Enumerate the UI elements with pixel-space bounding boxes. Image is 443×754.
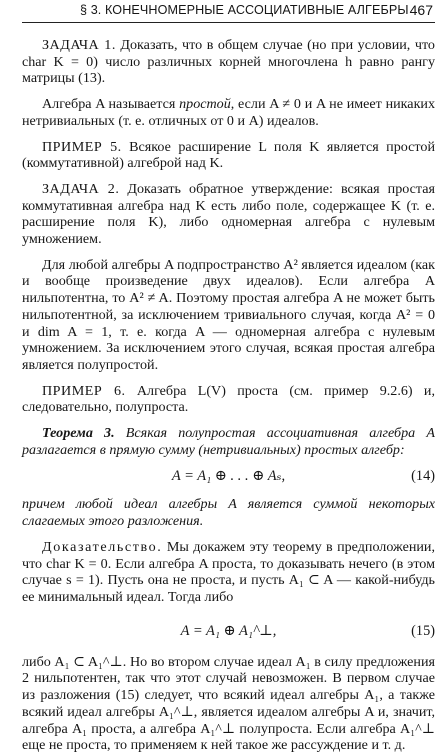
running-title: § 3. КОНЕЧНОМЕРНЫЕ АССОЦИАТИВНЫЕ АЛГЕБРЫ xyxy=(80,3,409,17)
example-5 xyxy=(22,139,435,172)
equation-15 xyxy=(22,606,435,650)
proof xyxy=(22,539,435,606)
theorem-continuation: причем любой идеал алгебры A является суммой некоторых слагаемых этого разложения. xyxy=(22,496,435,530)
running-header xyxy=(22,1,435,23)
example-label: ПРИМЕР 6. xyxy=(42,382,126,399)
definition-text-a: Алгебра A называется xyxy=(42,96,180,113)
theorem-3 xyxy=(22,425,435,458)
exercise-label: ЗАДАЧА 1. xyxy=(42,37,116,53)
proof-continuation: либо A₁ ⊂ A₁^⊥. Но во втором случае идеал A₁ в силу предложения 2 нильпотентен, так что этот случай невозможен. В первом случае из разложения (15) следует, что всякий идеал алгебры A₁, а также всякий идеал алгебры A₁^⊥, является идеалом алгебры A и, значит, алгебра A₁ проста, а алгебра A₁^⊥ полупроста. Если алгебра A₁^⊥ еще не проста, то применяем к ней такое же рассуждение и т. д. xyxy=(22,653,435,754)
exercise-text: Доказать, что в общем случае (но при условии, что char K = 0) число различных корней многочлена h равно рангу матрицы (13). xyxy=(22,37,435,87)
exercise-2 xyxy=(22,181,435,248)
example-text: Всякое расширение L поля K является простой (коммутативной) алгеброй над K. xyxy=(22,138,435,172)
example-6 xyxy=(22,383,435,416)
page-body xyxy=(22,37,435,754)
example-text: Алгебра L(V) проста (см. пример 9.2.6) и, следовательно, полупроста. xyxy=(22,382,435,416)
definition-text-b: , если A ≠ 0 и A не имеет никаких нетривиальных (т. е. отличных от 0 и A) идеалов. xyxy=(22,96,435,129)
proof-label: Доказательство. xyxy=(42,538,163,555)
theorem-text: Всякая полупростая ассоциативная алгебра A разлагается в прямую сумму (нетривиальных) простых алгебр: xyxy=(22,425,435,458)
equation-expression: A = A₁ ⊕ . . . ⊕ Aₛ, xyxy=(171,468,286,485)
simple-algebra-definition xyxy=(22,96,435,129)
equation-expression: A = A₁ ⊕ A₁^⊥, xyxy=(180,622,277,639)
equation-number: (14) xyxy=(411,468,435,485)
proof-text: Мы докажем эту теорему в предположении, что char K = 0. Если алгебра A проста, то доказывать нечего (в этом случае s = 1). Пусть она не проста, и пусть A₁ ⊂ A — какой-нибудь ее минимальный идеал. Тогда либо xyxy=(22,538,435,605)
theorem-label: Теорема 3. xyxy=(42,425,115,442)
example-label: ПРИМЕР 5. xyxy=(42,138,122,155)
exercise-label: ЗАДАЧА 2. xyxy=(42,180,120,197)
equation-number: (15) xyxy=(411,622,435,639)
page-number: 467 xyxy=(409,2,433,18)
exercise-text: Доказать обратное утверждение: всякая простая коммутативная алгебра над K есть либо поле, содержащее K (т. е. расширение поля K), либо одномерная алгебра с нулевым умножением. xyxy=(22,180,435,248)
paragraph-nilpotent: Для любой алгебры A подпространство A² является идеалом (как и вообще произведение двух идеалов). Если алгебра A нильпотентна, то A² ≠ A. Поэтому простая алгебра A не может быть нильпотентной, за исключением тривиального случая, когда A² = 0 и dim A = 1, т. е. когда A — одномерная алгебра с нулевым умножением. За исключением этого случая, всякая простая алгебра является полупростой. xyxy=(22,256,435,373)
exercise-1 xyxy=(22,37,435,87)
equation-14 xyxy=(22,458,435,496)
defined-term: простой xyxy=(179,96,231,113)
